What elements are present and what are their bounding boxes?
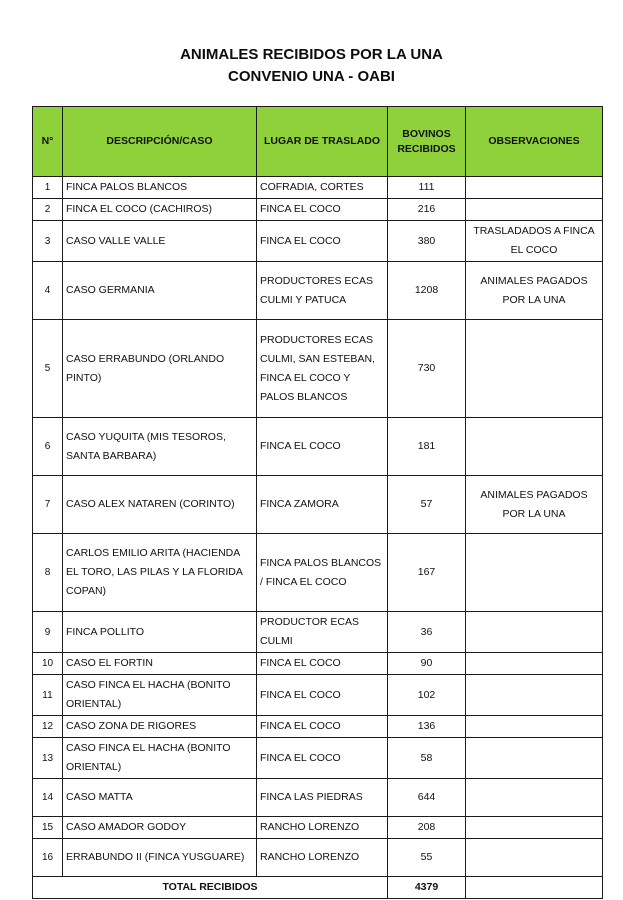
table-row [33, 675, 603, 716]
row-location: PRODUCTORES ECAS CULMI Y PATUCA [257, 262, 388, 320]
table-row [33, 177, 603, 199]
row-location: FINCA EL COCO [257, 653, 388, 675]
row-number: 15 [33, 817, 63, 839]
table-row [33, 653, 603, 675]
row-bovinos: 36 [388, 612, 466, 653]
row-number: 10 [33, 653, 63, 675]
table-row [33, 320, 603, 418]
row-observations: ANIMALES PAGADOS POR LA UNA [466, 262, 603, 320]
total-row [33, 877, 603, 899]
row-number: 2 [33, 199, 63, 221]
row-bovinos: 216 [388, 199, 466, 221]
header-bovinos: BOVINOS RECIBIDOS [388, 107, 466, 177]
row-bovinos: 181 [388, 418, 466, 476]
row-location: FINCA LAS PIEDRAS [257, 779, 388, 817]
table-row [33, 817, 603, 839]
row-location: FINCA EL COCO [257, 716, 388, 738]
document-title [0, 44, 623, 88]
row-observations [466, 738, 603, 779]
row-number: 11 [33, 675, 63, 716]
row-description: CASO EL FORTIN [63, 653, 257, 675]
title-line-2: CONVENIO UNA - OABI [228, 68, 395, 85]
row-description: CASO MATTA [63, 779, 257, 817]
row-bovinos: 57 [388, 476, 466, 534]
table-row [33, 716, 603, 738]
row-observations [466, 534, 603, 612]
table-row [33, 262, 603, 320]
row-description: CASO VALLE VALLE [63, 221, 257, 262]
row-bovinos: 167 [388, 534, 466, 612]
row-number: 14 [33, 779, 63, 817]
header-observations: OBSERVACIONES [466, 107, 603, 177]
row-description: FINCA EL COCO (CACHIROS) [63, 199, 257, 221]
row-observations [466, 675, 603, 716]
row-number: 4 [33, 262, 63, 320]
row-number: 7 [33, 476, 63, 534]
row-location: PRODUCTORES ECAS CULMI, SAN ESTEBAN, FINCA EL COCO Y PALOS BLANCOS [257, 320, 388, 418]
table-row [33, 839, 603, 877]
header-num: N° [33, 107, 63, 177]
row-description: CASO FINCA EL HACHA (BONITO ORIENTAL) [63, 675, 257, 716]
row-bovinos: 58 [388, 738, 466, 779]
row-location: COFRADIA, CORTES [257, 177, 388, 199]
table-body [33, 177, 603, 877]
table-row [33, 476, 603, 534]
row-description: CASO FINCA EL HACHA (BONITO ORIENTAL) [63, 738, 257, 779]
row-description: CASO ERRABUNDO (ORLANDO PINTO) [63, 320, 257, 418]
row-number: 13 [33, 738, 63, 779]
table-row [33, 221, 603, 262]
row-location: FINCA PALOS BLANCOS / FINCA EL COCO [257, 534, 388, 612]
row-location: FINCA EL COCO [257, 675, 388, 716]
row-description: FINCA PALOS BLANCOS [63, 177, 257, 199]
total-value: 4379 [388, 877, 466, 899]
row-bovinos: 208 [388, 817, 466, 839]
row-observations [466, 418, 603, 476]
total-label: TOTAL RECIBIDOS [33, 877, 388, 899]
header-location: LUGAR DE TRASLADO [257, 107, 388, 177]
row-bovinos: 644 [388, 779, 466, 817]
row-location: FINCA EL COCO [257, 199, 388, 221]
row-number: 16 [33, 839, 63, 877]
row-description: CASO ALEX NATAREN (CORINTO) [63, 476, 257, 534]
row-description: CASO AMADOR GODOY [63, 817, 257, 839]
row-observations [466, 716, 603, 738]
row-description: CASO ZONA DE RIGORES [63, 716, 257, 738]
row-bovinos: 730 [388, 320, 466, 418]
table-row [33, 199, 603, 221]
row-observations [466, 612, 603, 653]
row-observations: ANIMALES PAGADOS POR LA UNA [466, 476, 603, 534]
cattle-table [32, 106, 603, 899]
table-row [33, 418, 603, 476]
table-row [33, 534, 603, 612]
row-description: CARLOS EMILIO ARITA (HACIENDA EL TORO, LAS PILAS Y LA FLORIDA COPAN) [63, 534, 257, 612]
row-number: 12 [33, 716, 63, 738]
row-observations [466, 177, 603, 199]
row-location: PRODUCTOR ECAS CULMI [257, 612, 388, 653]
row-observations [466, 839, 603, 877]
row-location: FINCA ZAMORA [257, 476, 388, 534]
row-location: RANCHO LORENZO [257, 817, 388, 839]
total-obs [466, 877, 603, 899]
row-bovinos: 380 [388, 221, 466, 262]
row-bovinos: 136 [388, 716, 466, 738]
row-number: 9 [33, 612, 63, 653]
row-observations [466, 320, 603, 418]
header-row [33, 107, 603, 177]
header-description: DESCRIPCIÓN/CASO [63, 107, 257, 177]
row-number: 1 [33, 177, 63, 199]
title-line-1: ANIMALES RECIBIDOS POR LA UNA [180, 46, 443, 63]
row-description: FINCA POLLITO [63, 612, 257, 653]
row-number: 3 [33, 221, 63, 262]
row-bovinos: 90 [388, 653, 466, 675]
row-location: FINCA EL COCO [257, 221, 388, 262]
row-observations [466, 199, 603, 221]
row-bovinos: 111 [388, 177, 466, 199]
row-description: CASO YUQUITA (MIS TESOROS, SANTA BARBARA) [63, 418, 257, 476]
row-number: 8 [33, 534, 63, 612]
row-number: 6 [33, 418, 63, 476]
row-location: RANCHO LORENZO [257, 839, 388, 877]
row-observations [466, 779, 603, 817]
row-bovinos: 1208 [388, 262, 466, 320]
table-row [33, 779, 603, 817]
row-number: 5 [33, 320, 63, 418]
row-observations [466, 817, 603, 839]
row-description: CASO GERMANIA [63, 262, 257, 320]
table-row [33, 738, 603, 779]
table-row [33, 612, 603, 653]
row-bovinos: 55 [388, 839, 466, 877]
row-description: ERRABUNDO II (FINCA YUSGUARE) [63, 839, 257, 877]
row-observations: TRASLADADOS A FINCA EL COCO [466, 221, 603, 262]
row-location: FINCA EL COCO [257, 738, 388, 779]
row-bovinos: 102 [388, 675, 466, 716]
row-location: FINCA EL COCO [257, 418, 388, 476]
row-observations [466, 653, 603, 675]
